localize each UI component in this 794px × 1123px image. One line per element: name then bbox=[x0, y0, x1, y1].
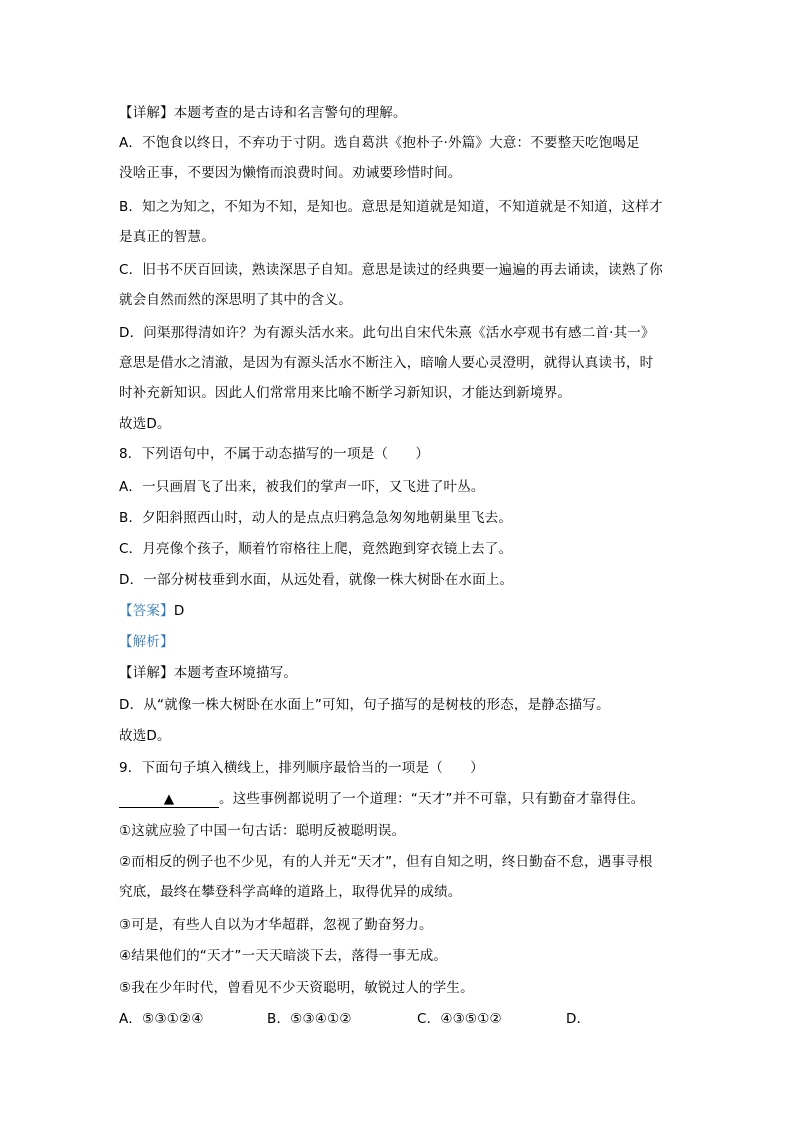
sentence-2: ②而相反的例子也不少见，有的人并无“天才”，但有自知之明，终日勤奋不怠，遇事寻根 bbox=[119, 854, 653, 870]
options-row bbox=[119, 1010, 677, 1028]
question-stem: 8．下列语句中，不属于动态描写的一项是（ ） bbox=[119, 446, 430, 462]
sentence-1: ①这就应验了中国一句古话：聪明反被聪明误。 bbox=[119, 823, 406, 839]
analysis-label: 【解析】 bbox=[119, 634, 174, 650]
option-b: B．⑤③④①② bbox=[267, 1011, 352, 1027]
sentence-3: ③可是，有些人自以为才华超群，忽视了勤奋努力。 bbox=[119, 917, 433, 933]
option-a: A．一只画眉飞了出来，被我们的掌声一吓，又飞进了叶丛。 bbox=[119, 479, 485, 495]
detail-text: 【详解】本题考查环境描写。 bbox=[119, 665, 298, 681]
option-c-explanation: C．旧书不厌百回读，熟读深思子自知。意思是读过的经典要一遍遍的再去诵读，读熟了你 bbox=[119, 262, 663, 278]
option-c: C．月亮像个孩子，顺着竹帘格往上爬，竟然跑到穿衣镜上去了。 bbox=[119, 541, 513, 557]
answer-value: D bbox=[173, 603, 185, 619]
sentence-2-cont: 究底，最终在攀登科学高峰的道路上，取得优异的成绩。 bbox=[119, 884, 462, 900]
sentence-4: ④结果他们的“天才”一天天暗淡下去，落得一事无成。 bbox=[119, 948, 448, 964]
conclusion: 故选D。 bbox=[119, 728, 171, 744]
option-a: A．⑤③①②④ bbox=[119, 1011, 204, 1027]
question-stem: 9．下面句子填入横线上，排列顺序最恰当的一项是（ ） bbox=[119, 760, 484, 776]
answer-label: 【答案】 bbox=[119, 603, 174, 619]
answer-line bbox=[119, 602, 184, 620]
passage-line bbox=[119, 790, 644, 808]
explanation: D．从“就像一株大树卧在水面上”可知，句子描写的是树枝的形态，是静态描写。 bbox=[119, 697, 610, 713]
option-b-explanation: B．知之为知之，不知为不知，是知也。意思是知道就是知道，不知道就是不知道，这样才 bbox=[119, 199, 663, 215]
option-c-explanation-cont: 就会自然而然的深思明了其中的含义。 bbox=[119, 292, 352, 308]
option-d-explanation-cont: 意思是借水之清澈，是因为有源头活水不断注入，暗喻人要心灵澄明，就得认真读书，时 bbox=[119, 355, 654, 371]
option-b-explanation-cont: 是真正的智慧。 bbox=[119, 229, 215, 245]
sentence-5: ⑤我在少年时代，曾看见不少天资聪明，敏锐过人的学生。 bbox=[119, 980, 474, 996]
option-a-explanation-cont: 没啥正事，不要因为懒惰而浪费时间。劝诫要珍惜时间。 bbox=[119, 165, 462, 181]
option-d-explanation: D．问渠那得清如许？为有源头活水来。此句出自宋代朱熹《活水亭观书有感二首·其一》 bbox=[119, 325, 655, 341]
option-d: D． bbox=[566, 1011, 591, 1027]
detail-text: 【详解】本题考查的是古诗和名言警句的理解。 bbox=[119, 105, 407, 121]
passage-text: 。这些事例都说明了一个道理：“天才”并不可靠，只有勤奋才靠得住。 bbox=[219, 791, 645, 807]
option-a-explanation: A．不饱食以终日，不弃功于寸阴。选自葛洪《抱朴子·外篇》大意：不要整天吃饱喝足 bbox=[119, 135, 640, 151]
conclusion: 故选D。 bbox=[119, 416, 171, 432]
option-d-explanation-cont2: 时补充新知识。因此人们常常用来比喻不断学习新知识，才能达到新境界。 bbox=[119, 385, 572, 401]
option-d: D．一部分树枝垂到水面，从远处看，就像一株大树卧在水面上。 bbox=[119, 572, 514, 588]
fill-blank: ▲ bbox=[119, 792, 219, 808]
option-c: C．④③⑤①② bbox=[417, 1011, 502, 1027]
option-b: B．夕阳斜照西山时，动人的是点点归鸦急急匆匆地朝巢里飞去。 bbox=[119, 510, 513, 526]
